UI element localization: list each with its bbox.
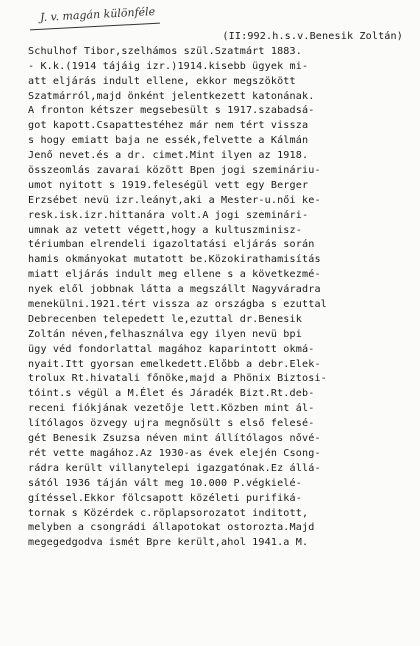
text-line: gét Benesik Zsuzsa néven mint állítólagos nővé- <box>28 433 321 445</box>
text-line: melyben a csongrádi állapotokat ostorozta.Majd <box>28 522 315 534</box>
text-line: rádra került villanytelepi igazgatónak.Ez állá- <box>28 462 321 474</box>
text-line: menekülni.1921.tért vissza az országba s ezuttal <box>28 299 327 311</box>
text-line: sától 1936 táján vált meg 10.000 P.végkielé- <box>28 477 302 489</box>
text-line: A fronton kétszer megsebesült s 1917.szabadsá- <box>28 105 315 117</box>
text-line: Erzsébet nevü izr.leányt,aki a Mester-u.női ke- <box>28 194 321 206</box>
text-line: Schulhof Tibor,szelhámos szül.Szatmárt 1883. <box>28 45 302 57</box>
text-line: Szatmárról,majd önként jelentkezett katonának. <box>28 90 315 102</box>
text-line: hamis okmányokat mutatott be.Közokirathamisítás <box>28 254 321 266</box>
text-line: rét vette magához.Az 1930-as évek elején Csong- <box>28 447 321 459</box>
text-line: Jenő nevet.és a dr. cimet.Mint ilyen az 1918. <box>28 150 309 162</box>
text-line: umot nyitott s 1919.feleségül vett egy Berger <box>28 179 309 191</box>
text-line: got kapott.Csapattestéhez már nem tért vissza <box>28 120 309 132</box>
text-line: Debrecenben telepedett le,ezuttal dr.Benesik <box>28 313 302 325</box>
text-line: tériumban elrendeli igazoltatási eljárás során <box>28 239 315 251</box>
text-line: összeomlás zavarai között Bpen jogi szemináriu- <box>28 165 321 177</box>
text-line: gítéssel.Ekkor fölcsapott közéleti purifiká- <box>28 492 302 504</box>
text-line: miatt eljárás indult meg ellene s a következmé- <box>28 269 321 281</box>
file-reference: (II:992.h.s.v.Benesik Zoltán) <box>222 31 403 42</box>
text-line: - K.k.(1914 tájáig izr.)1914.kisebb ügyek mi- <box>28 60 309 72</box>
text-line: megegedgodva ismét Bpre került,ahol 1941.a M. <box>28 537 309 549</box>
handwritten-note: J. v. magán különféle <box>39 4 156 25</box>
text-line: tornak s Közérdek c.röplapsorozatot inditott, <box>28 507 309 519</box>
text-line: s hogy emiatt baja ne essék,felvette a Kálmán <box>28 135 309 147</box>
text-line: att eljárás indult ellene, ekkor megszökött <box>28 75 296 87</box>
text-line: nyait.Itt gyorsan emelkedett.Előbb a debr.Elek- <box>28 358 321 370</box>
text-line: tóint.s végül a M.Élet és Járadék Bizt.Rt.deb- <box>28 388 315 400</box>
typewritten-text <box>28 30 403 551</box>
text-line: Zoltán néven,felhasználva egy ilyen nevü bpi <box>28 328 302 340</box>
text-line: receni fiókjának vezetője lett.Közben mint ál- <box>28 403 315 415</box>
text-line: nyek elől jobbnak látta a megszállt Nagyváradra <box>28 284 321 296</box>
text-line: lítólagos özvegy ujra megnősült s első felesé- <box>28 418 315 430</box>
text-line: ügy véd fondorlattal magához kaparintott okmá- <box>28 343 315 355</box>
text-line: resk.isk.izr.hittanára volt.A jogi szeminári- <box>28 209 309 221</box>
text-line: umnak az vetett végett,hogy a kultuszminisz- <box>28 224 302 236</box>
text-line: trolux Rt.hivatali főnöke,majd a Phönix Biztosi- <box>28 373 327 385</box>
